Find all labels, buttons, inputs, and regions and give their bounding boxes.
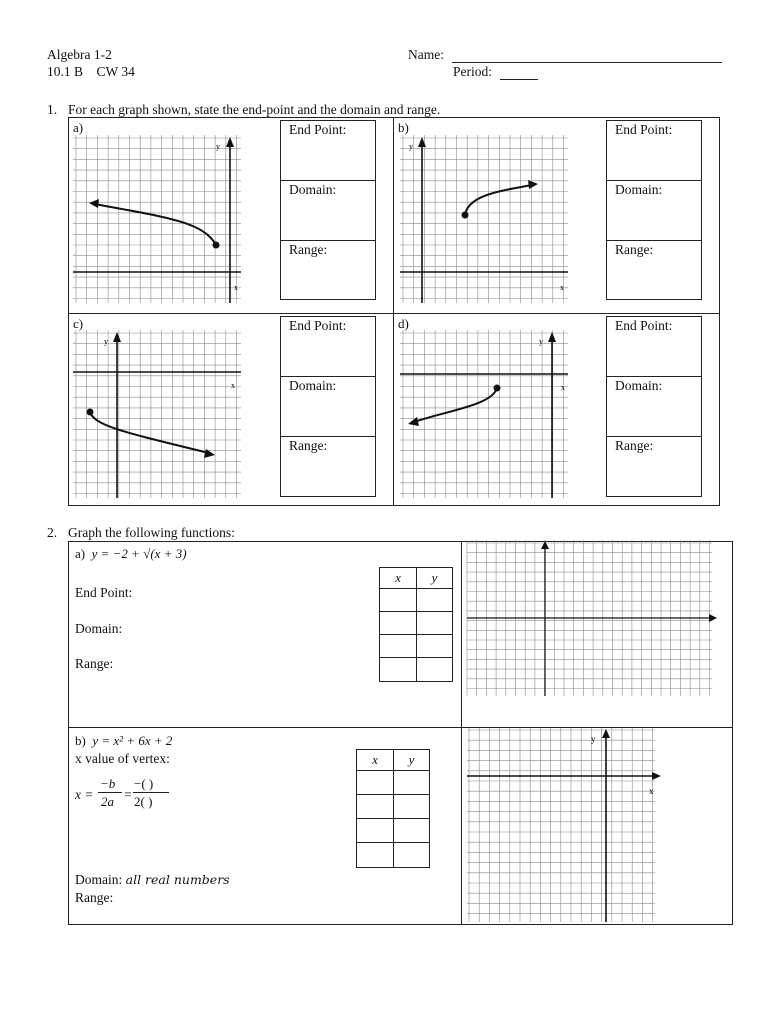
x-arrow-icon [652,772,661,780]
arrow-icon [204,449,215,458]
table-cell[interactable] [417,658,453,682]
q2b-domain-value: all real numbers [125,872,230,887]
range-label: Range: [289,242,328,257]
q2b-domain-label: Domain: [75,872,123,887]
table-cell[interactable] [417,589,453,612]
name-field[interactable] [452,62,722,63]
q2b-graph[interactable] [467,728,663,922]
q2-vertical-divider [461,541,462,925]
curve [95,204,216,245]
domain-label: Domain: [615,182,663,197]
y-arrow-icon [226,137,234,147]
end-point-label: End Point: [615,318,673,333]
formula-numerator: −b [100,776,116,791]
graph-d [400,330,570,500]
part-b-label: b) [398,120,409,135]
curve [465,185,532,215]
y-arrow-icon [418,137,426,147]
range-label: Range: [289,438,328,453]
answer-box-c[interactable] [280,316,376,497]
x-axis-label: x [234,283,238,292]
q2b-xy-table[interactable] [356,749,430,868]
part-d-label: d) [398,316,409,331]
answer-box-a[interactable] [280,120,376,300]
arrow-icon [89,199,99,208]
table-cell[interactable] [357,819,394,843]
formula-lhs: x = [75,787,94,802]
x-axis-label: x [231,381,235,390]
answer-box-b[interactable] [606,120,702,300]
period-field[interactable] [500,79,538,80]
q2a-xy-table[interactable] [379,567,453,682]
table-cell[interactable] [394,795,430,819]
table-cell[interactable] [380,589,417,612]
y-axis-label: y [591,734,596,744]
y-arrow-icon [602,729,610,738]
q1-horizontal-divider [68,313,720,314]
graph-a [73,135,243,305]
grid-lines [467,728,655,922]
q2a-range-label: Range: [75,656,114,671]
grid-lines [73,135,241,303]
classwork-label: CW 34 [96,64,135,79]
q1-number: 1. [47,102,58,117]
table-cell[interactable] [394,819,430,843]
y-axis-label: y [216,142,220,151]
domain-label: Domain: [289,182,337,197]
end-point-label: End Point: [615,122,673,137]
table-cell[interactable] [357,771,394,795]
graph-b [400,135,570,305]
domain-label: Domain: [615,378,663,393]
table-cell[interactable] [417,635,453,658]
fraction-bar [98,792,122,793]
x-arrow-icon [709,614,717,622]
q2b-label [75,733,172,749]
q2a-graph[interactable] [467,540,719,696]
q2a-equation: y = −2 + √(x + 3) [91,546,187,561]
formula-denominator: 2a [101,794,114,809]
q2b-equation: y = x² + 6x + 2 [92,733,173,748]
q2b-domain [75,872,230,888]
y-arrow-icon [113,332,121,342]
table-header-x: x [357,750,394,771]
end-point-dot [87,409,94,416]
table-cell[interactable] [357,843,394,868]
end-point-dot [494,385,501,392]
y-axis-label: y [539,337,543,346]
end-point-dot [462,212,469,219]
arrow-icon [528,180,538,189]
table-cell[interactable] [380,635,417,658]
part-a-label: a) [73,120,84,135]
formula-numerator-2: −( ) [134,776,154,791]
q2-instruction: Graph the following functions: [68,525,235,540]
q2a-domain-label: Domain: [75,621,123,636]
formula-denominator-2: 2( ) [134,794,153,809]
range-label: Range: [615,438,654,453]
table-cell[interactable] [380,612,417,635]
section: 10.1 B [47,64,84,79]
q2a-letter: a) [75,546,86,561]
period-label: Period: [453,64,492,79]
table-cell[interactable] [394,771,430,795]
equals-sign: = [124,787,132,802]
end-point-label: End Point: [289,318,347,333]
table-cell[interactable] [380,658,417,682]
table-header-y: y [417,568,453,589]
end-point-label: End Point: [289,122,347,137]
end-point-dot [213,242,220,249]
q2a-label [75,546,187,562]
table-cell[interactable] [417,612,453,635]
table-cell[interactable] [357,795,394,819]
range-label: Range: [615,242,654,257]
x-axis-label: x [561,383,565,392]
vertex-label: x value of vertex: [75,751,170,766]
q2a-end-point-label: End Point: [75,585,133,600]
table-cell[interactable] [394,843,430,868]
y-arrow-icon [541,541,549,549]
q1-vertical-divider [393,117,394,506]
grid-lines [400,135,568,303]
curve [414,388,497,422]
section-label [47,64,135,80]
course-title: Algebra 1-2 [47,47,112,62]
table-header-y: y [394,750,430,771]
q2-number: 2. [47,525,58,540]
grid-lines [73,330,241,498]
x-axis-label: x [560,283,564,292]
y-axis-label: y [409,142,413,151]
y-arrow-icon [548,332,556,342]
fraction-bar-2 [133,792,169,793]
domain-label: Domain: [289,378,337,393]
q2b-range-label: Range: [75,890,114,905]
grid-lines [400,330,568,498]
graph-c [73,330,243,500]
name-label: Name: [408,47,444,62]
answer-box-d[interactable] [606,316,702,497]
x-axis-label: x [649,786,654,796]
part-c-label: c) [73,316,84,331]
q2b-letter: b) [75,733,86,748]
table-header-x: x [380,568,417,589]
q1-instruction: For each graph shown, state the end-point and the domain and range. [68,102,441,117]
y-axis-label: y [104,337,108,346]
